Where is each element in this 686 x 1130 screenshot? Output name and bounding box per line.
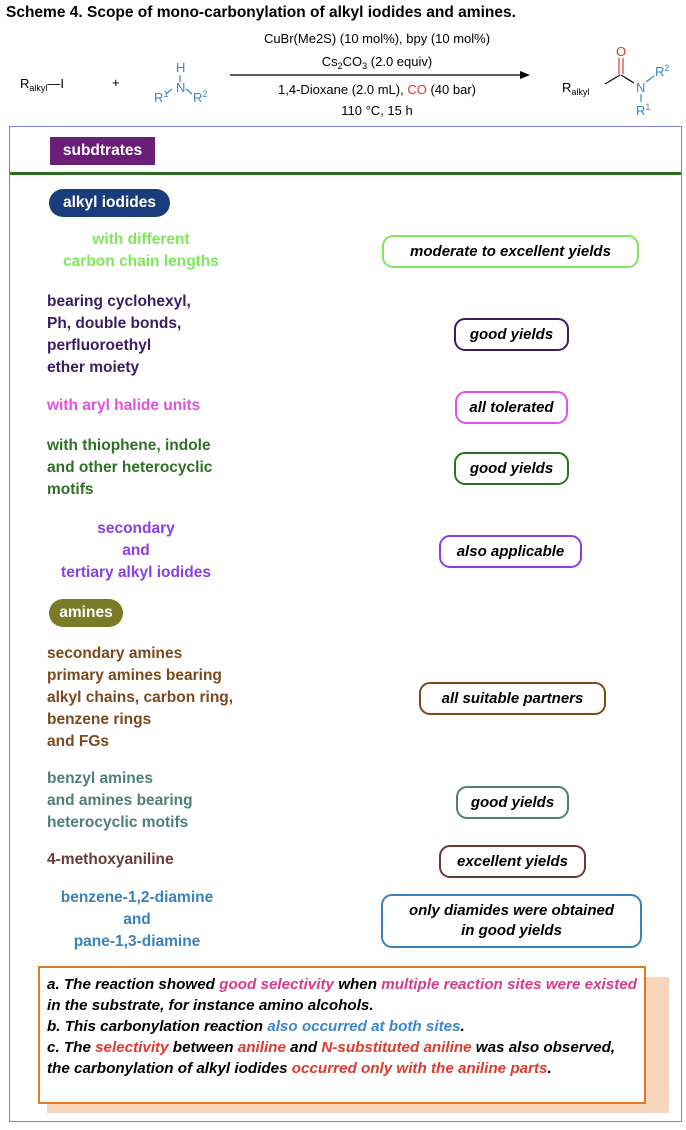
amine-row-label: [47, 849, 174, 871]
label-line: primary amines bearing: [47, 667, 222, 684]
alkyl-row-label: [47, 229, 235, 273]
label-line: with aryl halide units: [47, 397, 201, 414]
alkyl-iodides-tag: alkyl iodides: [49, 189, 170, 217]
reaction-scheme: [0, 30, 686, 122]
alkyl-row-result: [439, 535, 582, 568]
substrates-header-tag: subdtrates: [50, 137, 155, 165]
label-line: ether moiety: [47, 359, 140, 376]
conditions-line-4: 110 °C, 15 h: [341, 103, 413, 118]
svg-text:N: N: [176, 80, 186, 95]
amine-row-result: [381, 894, 642, 948]
label-line: with different: [92, 231, 190, 248]
amide-product: [562, 44, 669, 118]
label-line: and: [123, 911, 151, 928]
note-a: a. The reaction showed good selectivity when multiple reaction sites were existed in the substrate, for instance amino alcohols.: [47, 976, 637, 1014]
result-line: also applicable: [456, 542, 565, 560]
result-line: all tolerated: [469, 398, 554, 416]
note-b: b. This carbonylation reaction also occurred at both sites.: [47, 1018, 465, 1035]
amine-row-label: [47, 768, 193, 834]
label-line: benzyl amines: [47, 770, 153, 787]
alkyl-row-label: [47, 518, 225, 584]
label-line: bearing cyclohexyl,: [47, 293, 191, 310]
alkyl-row-result: [454, 318, 569, 351]
label-line: heterocyclic motifs: [47, 814, 189, 831]
label-line: and: [122, 542, 150, 559]
label-line: benzene-1,2-diamine: [60, 889, 214, 906]
plus-sign: +: [112, 75, 120, 90]
alkyl-row-label: [47, 435, 212, 501]
svg-text:H: H: [176, 60, 186, 75]
label-line: secondary: [97, 520, 175, 537]
svg-text:R1: $R^1$: [154, 89, 169, 105]
svg-text:O: O: [616, 44, 627, 59]
amines-tag: amines: [49, 599, 123, 627]
label-line: pane-1,3-diamine: [73, 933, 201, 950]
result-line: all suitable partners: [441, 689, 584, 707]
label-line: 4-methoxyaniline: [47, 851, 174, 868]
amine-row-label: [47, 887, 227, 953]
result-line: good yields: [469, 325, 554, 343]
label-line: and other heterocyclic: [47, 459, 213, 476]
label-line: carbon chain lengths: [63, 253, 219, 270]
label-line: Ph, double bonds,: [47, 315, 182, 332]
label-line: tertiary alkyl iodides: [61, 564, 211, 581]
result-line: only diamides were obtained: [408, 902, 615, 919]
scheme-title: Scheme 4. Scope of mono-carbonylation of alkyl iodides and amines.: [6, 4, 516, 21]
label-line: secondary amines: [47, 645, 183, 662]
alkyl-row-result: [455, 391, 568, 424]
svg-text:R2: $R^2$: [655, 63, 670, 79]
alkyl-row-label: [47, 291, 191, 379]
result-line: good yields: [470, 793, 555, 811]
result-line: excellent yields: [457, 852, 568, 870]
result-line: in good yields: [461, 922, 562, 939]
label-line: and amines bearing: [47, 792, 193, 809]
amine-row-label: [47, 643, 233, 753]
amine-row-result: [439, 845, 586, 878]
conditions-line-1: CuBr(Me2S) (10 mol%), bpy (10 mol%): [263, 31, 491, 46]
svg-text:N: N: [636, 80, 646, 95]
result-line: moderate to excellent yields: [410, 242, 611, 260]
label-line: motifs: [47, 481, 94, 498]
arrow-head: [520, 71, 530, 79]
header-divider: [10, 172, 681, 175]
amine-row-result: [456, 786, 569, 819]
svg-text:R2: $R^2$: [193, 89, 208, 105]
amine-reactant: [154, 60, 207, 105]
alkyl-row-label: [47, 395, 200, 417]
note-c: c. The selectivity between aniline and N-substituted aniline was also observed, the carbonylation of alkyl iodides occurred only with the aniline parts.: [47, 1039, 616, 1077]
conditions-line-2: $Cs_2CO_3$ (2.0 equiv): [321, 54, 433, 71]
label-line: alkyl chains, carbon ring,: [47, 689, 234, 706]
alkyl-row-result: [382, 235, 639, 268]
alkyl-iodide-reactant: $R_{alkyl}—I$: [20, 76, 65, 93]
conditions-line-3: 1,4-Dioxane (2.0 mL), CO (40 bar): [278, 82, 476, 97]
amine-row-result: [419, 682, 606, 715]
notes-box: [38, 966, 646, 1104]
label-line: and FGs: [47, 733, 110, 750]
label-line: perfluoroethyl: [47, 337, 152, 354]
alkyl-row-result: [454, 452, 569, 485]
svg-text:R1: $R^1$: [636, 102, 651, 118]
result-line: good yields: [469, 459, 554, 477]
svg-text:Ralkyl: $R_{alkyl}$: [562, 80, 590, 97]
label-line: benzene rings: [47, 711, 152, 728]
label-line: with thiophene, indole: [47, 437, 211, 454]
